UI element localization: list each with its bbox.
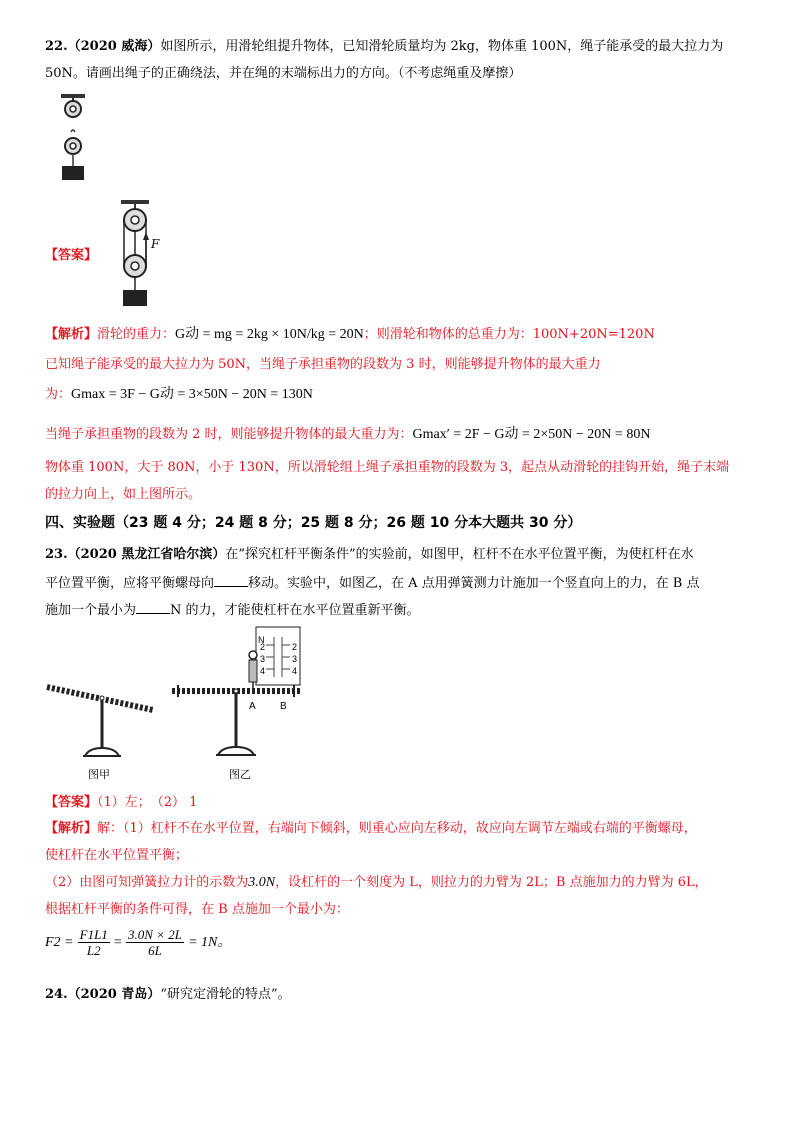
q22-pulley-figure	[58, 94, 98, 186]
q22-force-label: F	[151, 237, 160, 251]
fig-a-caption: 图甲	[88, 768, 110, 781]
scale-tick: 4	[292, 666, 298, 676]
q23-text3a: 施加一个最小为	[45, 603, 137, 618]
q22-analysis-line3	[45, 386, 313, 404]
scale-tick: 3	[260, 654, 266, 664]
q23-analysis-line4: 根据杠杆平衡的条件可得，在 B 点施加一个最小为：	[45, 902, 349, 917]
q22-a4-math: Gmax′ = 2F − G动 = 2×50N − 20N = 80N	[412, 427, 651, 442]
q23-analysis-line1	[45, 820, 697, 838]
q22-line1	[45, 38, 723, 56]
q22-answer-label: 【答案】	[45, 248, 98, 263]
formula-rhs: = 1N。	[188, 935, 232, 950]
q23-e3-math: 3.0N	[248, 875, 276, 890]
q24-line	[45, 986, 291, 1004]
q24-text: “研究定滑轮的特点”。	[160, 987, 291, 1002]
q23-answer-label: 【答案】	[45, 795, 98, 810]
q23-source: （2020 黑龙江省哈尔滨）	[67, 547, 226, 562]
q23-text1: 在”探究杠杆平衡条件”的实验前，如图甲，杠杆不在水平位置平衡，为使杠杆在水	[225, 547, 694, 562]
q22-analysis-label: 【解析】	[45, 327, 98, 342]
q22-source: （2020 威海）	[67, 39, 161, 54]
q23-answer-text: （1）左； （2） 1	[97, 795, 198, 810]
lever-figure-a	[45, 680, 160, 760]
frac1-denominator: L2	[86, 943, 101, 958]
q23-e3b: ，设杠杆的一个刻度为 L，则拉力的力臂为 2L；B 点施加力的力臂为 6L，	[275, 875, 708, 890]
q22-analysis-line2: 已知绳子能承受的最大拉力为 50N，当绳子承担重物的段数为 3 时，则能够提升物体的最大重力	[45, 357, 601, 372]
frac1-numerator: F1L1	[79, 927, 108, 942]
formula-frac-1	[78, 927, 110, 958]
q23-text2a: 平位置平衡，应将平衡螺母向	[45, 576, 215, 591]
q23-line1	[45, 546, 694, 564]
scale-tick: 2	[260, 642, 266, 652]
scale-tick: 4	[260, 666, 266, 676]
formula-lhs: F2 =	[45, 935, 74, 950]
scale-ticks-left	[260, 641, 265, 677]
q23-e3a: （2）由图可知弹簧拉力计的示数为	[45, 875, 249, 890]
scale-tick: 3	[292, 654, 298, 664]
q22-a3-math: Gmax = 3F − G动 = 3×50N − 20N = 130N	[71, 387, 313, 402]
q22-analysis-line1	[45, 326, 655, 344]
q23-analysis-label: 【解析】	[45, 821, 98, 836]
q23-line2	[45, 574, 700, 593]
q22-a4-text: 当绳子承担重物的段数为 2 时，则能够提升物体的最大重力为：	[45, 427, 413, 442]
q22-number: 22.	[45, 39, 68, 54]
section-heading: 四、实验题（23 题 4 分；24 题 8 分；25 题 8 分；26 题 10 分本大题共 30 分）	[45, 515, 582, 531]
frac2-numerator: 3.0N × 2L	[128, 927, 182, 942]
q22-answer-pulley-figure	[117, 200, 167, 310]
q22-analysis-line6: 的拉力向上，如上图所示。	[45, 487, 202, 502]
q24-number: 24.	[45, 987, 68, 1002]
q22-a1-tail: ；则滑轮和物体的总重力为：100N+20N=120N	[363, 327, 655, 342]
q23-blank-2[interactable]	[136, 601, 170, 614]
fig-b-caption: 图乙	[229, 768, 251, 781]
q23-analysis-line3	[45, 874, 708, 892]
q22-line2: 50N。请画出绳子的正确绕法，并在绳的末端标出力的方向。（不考虑绳重及摩擦）	[45, 66, 522, 81]
scale-ticks-right	[292, 641, 297, 677]
q22-analysis-line4	[45, 426, 650, 444]
point-a-label: A	[249, 701, 256, 712]
q23-formula: F2 = $\frac{F1L1}{L2}$ = $\frac{3.0N \times 2L}{6L}$ = 1N。	[45, 927, 232, 958]
q22-a1-text: 滑轮的重力：	[97, 327, 176, 342]
q23-analysis-line2: 使杠杆在水平位置平衡；	[45, 848, 189, 863]
q23-e1: 解：（1）杠杆不在水平位置，右端向下倾斜，则重心应向左移动，故应向左调节左端或右端的平衡螺母，	[97, 821, 697, 836]
q23-line3	[45, 601, 420, 620]
q24-source: （2020 青岛）	[67, 987, 161, 1002]
q23-text3b: N 的力，才能使杠杆在水平位置重新平衡。	[170, 603, 420, 618]
q22-text1: 如图所示，用滑轮组提升物体，已知滑轮质量均为 2kg，物体重 100N，绳子能承受的最大拉力为	[160, 39, 724, 54]
frac2-denominator: 6L	[148, 943, 162, 958]
q23-number: 23.	[45, 547, 68, 562]
q23-text2b: 移动。实验中，如图乙，在 A 点用弹簧测力计施加一个竖直向上的力，在 B 点	[248, 576, 700, 591]
lever-figure-b	[170, 625, 305, 760]
point-b-label: B	[280, 701, 287, 712]
q22-a1-math: G动 = mg = 2kg × 10N/kg = 20N	[175, 327, 364, 342]
formula-frac-2	[126, 927, 184, 958]
q22-a3-prefix: 为：	[45, 387, 72, 402]
scale-tick: 2	[292, 642, 298, 652]
scale-unit: N	[258, 635, 265, 645]
q22-analysis-line5: 物体重 100N，大于 80N，小于 130N，所以滑轮组上绳子承担重物的段数为 3，起点从动滑轮的挂钩开始，绳子末端	[45, 460, 730, 475]
q23-blank-1[interactable]	[214, 574, 248, 587]
q23-answer	[45, 794, 197, 812]
